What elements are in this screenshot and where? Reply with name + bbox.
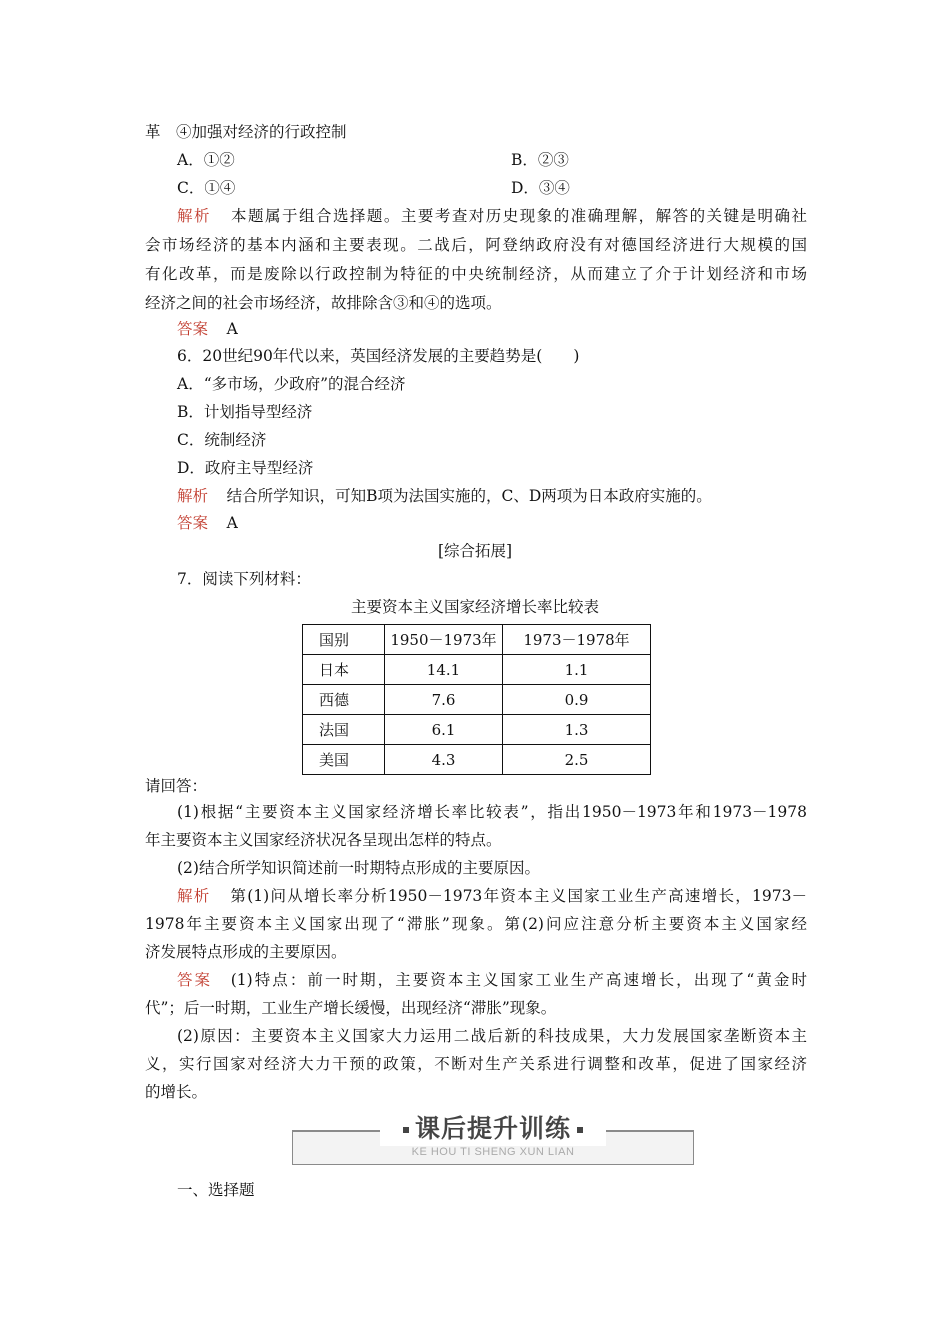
q7-prompt: 请回答：	[145, 777, 208, 795]
q7-answer-line-5: 的增长。	[145, 1083, 208, 1101]
table-header-row	[303, 625, 651, 655]
analysis-label: 解析	[177, 887, 211, 905]
q7-answer-line-3: (2)原因：主要资本主义国家大力运用二战后新的科技成果，大力发展国家垄断资本主	[177, 1027, 807, 1045]
q5-analysis-line-3: 有化改革，而是废除以行政控制为特征的中央统制经济，从而建立了介于计划经济和市场	[145, 265, 807, 283]
table-cell: 1.1	[503, 655, 651, 685]
q7-analysis-line-1: 解析 第(1)问从增长率分析1950－1973年资本主义国家工业生产高速增长，1973－	[177, 887, 807, 905]
table-cell: 6.1	[385, 715, 503, 745]
banner-subtitle: KE HOU TI SHENG XUN LIAN	[411, 1146, 575, 1158]
q5-option-d: D．③④	[511, 179, 570, 197]
q7-answer-line-1: 答案 (1)特点：前一时期，主要资本主义国家工业生产高速增长，出现了“黄金时	[177, 971, 807, 989]
next-section-heading: 一、选择题	[177, 1181, 255, 1199]
table-cell: 日本	[303, 655, 385, 685]
table-title: 主要资本主义国家经济增长率比较表	[350, 598, 599, 616]
table-cell: 1.3	[503, 715, 651, 745]
q6-analysis: 解析 结合所学知识，可知B项为法国实施的，C、D两项为日本政府实施的。	[177, 487, 712, 505]
answer-label: 答案	[177, 971, 213, 989]
table-row	[303, 745, 651, 775]
table-cell: 西德	[303, 685, 385, 715]
q7-answer-line-2: 代”；后一时期，工业生产增长缓慢，出现经济“滞胀”现象。	[145, 999, 557, 1017]
q6-option-c: C．统制经济	[177, 431, 267, 449]
square-bullet-icon	[577, 1127, 583, 1133]
table-cell: 7.6	[385, 685, 503, 715]
table-cell: 0.9	[503, 685, 651, 715]
table-cell: 法国	[303, 715, 385, 745]
q6-stem: 6．20世纪90年代以来，英国经济发展的主要趋势是( )	[177, 347, 580, 365]
answer-label: 答案	[177, 320, 209, 338]
table-cell: 14.1	[385, 655, 503, 685]
banner-title: 课后提升训练	[380, 1112, 606, 1146]
q6-option-d: D．政府主导型经济	[177, 459, 314, 477]
q6-answer: 答案 A	[177, 514, 238, 532]
q7-sub1-line-1: (1)根据“主要资本主义国家经济增长率比较表”，指出1950－1973年和1973－1978	[177, 803, 807, 821]
table-header-cell: 1973－1978年	[503, 625, 651, 655]
analysis-label: 解析	[177, 207, 211, 225]
answer-label: 答案	[177, 514, 209, 532]
q5-option-a: A．①②	[177, 151, 235, 169]
table-header-cell: 国别	[303, 625, 385, 655]
square-bullet-icon	[403, 1127, 409, 1133]
table-header-cell: 1950－1973年	[385, 625, 503, 655]
q5-analysis-line-1: 解析 本题属于组合选择题。主要考查对历史现象的准确理解，解答的关键是明确社	[177, 207, 807, 225]
table-row	[303, 715, 651, 745]
q5-answer: 答案 A	[177, 320, 238, 338]
q7-analysis-line-2: 1978年主要资本主义国家出现了“滞胀”现象。第(2)问应注意分析主要资本主义国家经	[145, 915, 807, 933]
table-cell: 2.5	[503, 745, 651, 775]
q7-stem: 7．阅读下列材料：	[177, 570, 311, 588]
growth-rate-table	[302, 624, 651, 775]
q7-answer-line-4: 义，实行国家对经济大力干预的政策，不断对生产关系进行调整和改革，促进了国家经济	[145, 1055, 807, 1073]
table-cell: 4.3	[385, 745, 503, 775]
q7-analysis-line-3: 济发展特点形成的主要原因。	[145, 943, 347, 961]
analysis-label: 解析	[177, 487, 209, 505]
q5-stem-tail: 革 ④加强对经济的行政控制	[145, 123, 347, 141]
q6-option-a: A．“多市场，少政府”的混合经济	[177, 375, 406, 393]
q7-sub1-line-2: 年主要资本主义国家经济状况各呈现出怎样的特点。	[145, 831, 502, 849]
q5-analysis-line-4: 经济之间的社会市场经济，故排除含③和④的选项。	[145, 294, 502, 312]
q5-analysis-line-2: 会市场经济的基本内涵和主要表现。二战后，阿登纳政府没有对德国经济进行大规模的国	[145, 236, 807, 254]
q7-sub2: (2)结合所学知识简述前一时期特点形成的主要原因。	[177, 859, 540, 877]
table-cell: 美国	[303, 745, 385, 775]
table-row	[303, 655, 651, 685]
q6-option-b: B．计划指导型经济	[177, 403, 313, 421]
q5-option-c: C．①④	[177, 179, 236, 197]
section-heading: [综合拓展]	[437, 542, 513, 560]
q5-option-b: B．②③	[511, 151, 569, 169]
table-row	[303, 685, 651, 715]
